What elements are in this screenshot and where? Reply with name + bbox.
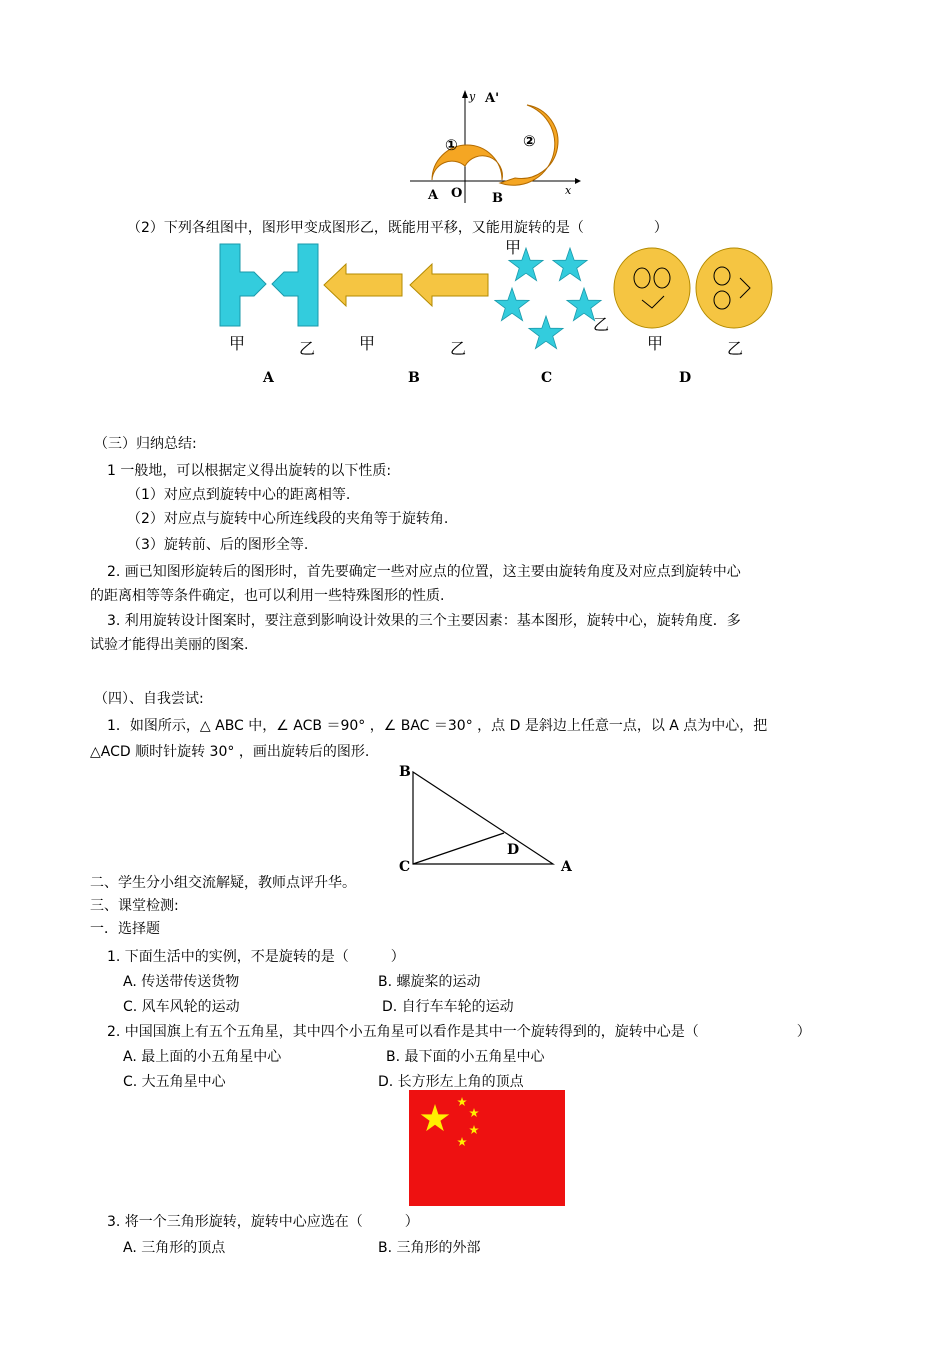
point-d-label: D <box>507 842 520 858</box>
vertex-c-label: C <box>399 859 411 875</box>
summary-p1a: （1）对应点到旋转中心的距离相等. <box>127 487 351 503</box>
section-2-text: 二、学生分小组交流解疑，教师点评升华。 <box>90 875 356 891</box>
y-axis-label: y <box>469 90 476 103</box>
option-c-jia: 甲 <box>505 238 522 257</box>
section-3-text: 三、课堂检测: <box>90 898 179 914</box>
choice-heading: 一．选择题 <box>90 921 160 937</box>
point-a-label: A <box>428 188 439 203</box>
option-a-jia: 甲 <box>229 334 246 353</box>
option-b-jia: 甲 <box>359 334 376 353</box>
rotation-moons-figure <box>405 88 585 208</box>
triangle-abc-figure <box>395 760 585 878</box>
chinese-flag-image <box>409 1090 565 1206</box>
vertex-b-label: B <box>399 764 411 780</box>
choice-q2-d: D. 长方形左上角的顶点 <box>378 1074 524 1090</box>
point-a-prime-label: A' <box>485 91 500 106</box>
option-b-figure <box>322 262 490 308</box>
option-c-letter: C <box>541 370 553 386</box>
moon-2-label: ② <box>523 132 536 150</box>
option-a-letter: A <box>263 370 274 386</box>
choice-q2-b: B. 最下面的小五角星中心 <box>386 1049 545 1065</box>
option-d-figure <box>612 246 774 330</box>
origin-label: O <box>451 186 463 201</box>
choice-q3-stem: 3. 将一个三角形旋转，旋转中心应选在（ ） <box>107 1214 419 1230</box>
question-2-text: （2）下列各组图中，图形甲变成图形乙，既能用平移，又能用旋转的是（ ） <box>127 220 668 236</box>
option-d-jia: 甲 <box>647 334 664 353</box>
option-c-yi: 乙 <box>593 315 610 334</box>
moon-1-label: ① <box>445 136 458 154</box>
summary-p3b: 试验才能得出美丽的图案. <box>90 637 249 653</box>
summary-p1: 1 一般地，可以根据定义得出旋转的以下性质: <box>107 463 392 479</box>
choice-q2-a: A. 最上面的小五角星中心 <box>123 1049 282 1065</box>
choice-q3-b: B. 三角形的外部 <box>378 1240 481 1256</box>
summary-p1c: （3）旋转前、后的图形全等. <box>127 537 309 553</box>
choice-q1-b: B. 螺旋桨的运动 <box>378 974 481 990</box>
choice-q2-stem: 2. 中国国旗上有五个五角星，其中四个小五角星可以看作是其中一个旋转得到的，旋转中心是（ ） <box>107 1024 811 1040</box>
option-b-yi: 乙 <box>450 339 467 358</box>
vertex-a-label: A <box>561 859 572 875</box>
summary-p3a: 3. 利用旋转设计图案时，要注意到影响设计效果的三个主要因素：基本图形，旋转中心，旋转角度．多 <box>107 613 741 629</box>
option-d-letter: D <box>679 370 692 386</box>
option-c-figure <box>494 244 604 356</box>
choice-q1-a: A. 传送带传送货物 <box>123 974 240 990</box>
choice-q2-c: C. 大五角星中心 <box>123 1074 226 1090</box>
summary-p2b: 的距离相等等条件确定，也可以利用一些特殊图形的性质. <box>90 588 445 604</box>
choice-q1-stem: 1. 下面生活中的实例，不是旋转的是（ ） <box>107 949 405 965</box>
point-b-label: B <box>492 191 503 206</box>
summary-p1b: （2）对应点与旋转中心所连线段的夹角等于旋转角. <box>127 511 449 527</box>
choice-q3-a: A. 三角形的顶点 <box>123 1240 226 1256</box>
summary-p2a: 2. 画已知图形旋转后的图形时，首先要确定一些对应点的位置，这主要由旋转角度及对应点到旋转中心 <box>107 564 741 580</box>
option-b-letter: B <box>408 370 420 386</box>
option-a-yi: 乙 <box>299 339 316 358</box>
selftry-q1-line1: 1．如图所示，△ ABC 中，∠ ACB ＝90° ，∠ BAC ＝30° ，点 D 是斜边上任意一点，以 A 点为中心，把 <box>107 718 768 734</box>
option-a-figure <box>218 242 320 328</box>
choice-q1-c: C. 风车风轮的运动 <box>123 999 240 1015</box>
x-axis-label: x <box>565 184 572 197</box>
selftry-heading: （四）、自我尝试: <box>94 691 204 707</box>
option-d-yi: 乙 <box>727 339 744 358</box>
selftry-q1-line2: △ACD 顺时针旋转 30° ，画出旋转后的图形. <box>90 744 370 760</box>
summary-heading: （三）归纳总结: <box>94 436 197 452</box>
choice-q1-d: D. 自行车车轮的运动 <box>382 999 514 1015</box>
